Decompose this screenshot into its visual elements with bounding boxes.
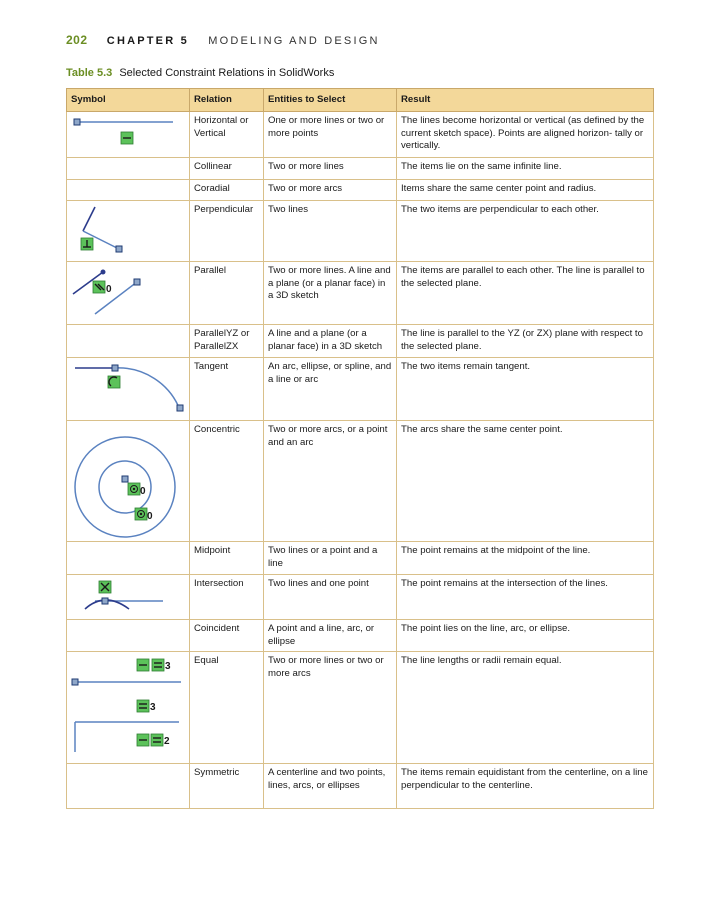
table-row [67,180,654,201]
result-cell: The items are parallel to each other. The line is parallel to the selected plane. [397,262,654,325]
entities-cell: One or more lines or two or more points [264,112,397,158]
symbol-cell [67,112,190,158]
entities-cell: Two or more lines [264,158,397,180]
table-row [67,201,654,262]
symbol-cell [67,262,190,325]
table-row [67,620,654,652]
horizontal-vertical-icon [67,112,190,157]
table-row [67,542,654,575]
result-cell: The line is parallel to the YZ (or ZX) plane with respect to the selected plane. [397,325,654,358]
symbol-cell [67,575,190,620]
entities-cell: Two or more lines. A line and a plane (or a planar face) in a 3D sketch [264,262,397,325]
entities-cell: An arc, ellipse, or spline, and a line or arc [264,358,397,421]
entities-cell: Two or more lines or two or more arcs [264,652,397,764]
result-cell: Items share the same center point and radius. [397,180,654,201]
entities-cell: A centerline and two points, lines, arcs, or ellipses [264,764,397,809]
constraint-relations-table [66,88,654,809]
result-cell: The point lies on the line, arc, or ellipse. [397,620,654,652]
result-cell: The items lie on the same infinite line. [397,158,654,180]
entities-cell: Two lines and one point [264,575,397,620]
relation-cell: Concentric [190,421,264,542]
concentric-count-2: 0 [147,511,153,522]
relation-cell: Coincident [190,620,264,652]
result-cell: The arcs share the same center point. [397,421,654,542]
symbol-cell [67,325,190,358]
chapter-label: CHAPTER 5 [106,35,189,47]
entities-cell: A line and a plane (or a planar face) in a 3D sketch [264,325,397,358]
concentric-count-1: 0 [140,486,146,497]
perpendicular-icon [67,201,190,261]
column-header-relation: Relation [190,89,264,112]
relation-cell: Parallel [190,262,264,325]
symbol-cell [67,358,190,421]
result-cell: The point remains at the intersection of the lines. [397,575,654,620]
concentric-icon [67,421,190,541]
parallel-icon [67,262,190,324]
symbol-cell [67,764,190,809]
result-cell: The two items remain tangent. [397,358,654,421]
tangent-icon [67,358,190,420]
result-cell: The two items are perpendicular to each other. [397,201,654,262]
equal-count-3: 2 [164,736,170,747]
table-row [67,764,654,809]
relation-cell: ParallelYZ or ParallelZX [190,325,264,358]
relation-cell: Coradial [190,180,264,201]
section-title: MODELING AND DESIGN [208,35,380,47]
table-number: Table 5.3 [66,67,113,79]
table-row [67,262,654,325]
symbol-cell [67,542,190,575]
running-header [66,33,380,47]
column-header-symbol: Symbol [67,89,190,112]
parallel-count: 0 [106,284,112,295]
result-cell: The line lengths or radii remain equal. [397,652,654,764]
table-row [67,358,654,421]
symbol-cell [67,201,190,262]
table-row [67,575,654,620]
entities-cell: Two or more arcs [264,180,397,201]
entities-cell: Two lines [264,201,397,262]
equal-count-1: 3 [165,661,171,672]
column-header-result: Result [397,89,654,112]
result-cell: The items remain equidistant from the centerline, on a line perpendicular to the centerline. [397,764,654,809]
entities-cell: A point and a line, arc, or ellipse [264,620,397,652]
entities-cell: Two or more arcs, or a point and an arc [264,421,397,542]
table-row [67,158,654,180]
equal-count-2: 3 [150,702,156,713]
symbol-cell [67,180,190,201]
symbol-cell [67,158,190,180]
equal-icon [67,652,190,763]
symbol-cell [67,620,190,652]
table-row [67,421,654,542]
result-cell: The point remains at the midpoint of the line. [397,542,654,575]
intersection-icon [67,575,190,619]
table-row [67,325,654,358]
symbol-cell [67,421,190,542]
relation-cell: Intersection [190,575,264,620]
table-row [67,112,654,158]
table-title: Selected Constraint Relations in SolidWorks [119,67,335,79]
relation-cell: Symmetric [190,764,264,809]
result-cell: The lines become horizontal or vertical (as defined by the current sketch space). Points are aligned horizon- tally or vertically. [397,112,654,158]
page-number: 202 [66,33,88,47]
relation-cell: Equal [190,652,264,764]
relation-cell: Midpoint [190,542,264,575]
relation-cell: Tangent [190,358,264,421]
column-header-entities: Entities to Select [264,89,397,112]
table-header-row [67,89,654,112]
table-row [67,652,654,764]
relation-cell: Horizontal or Vertical [190,112,264,158]
relation-cell: Collinear [190,158,264,180]
symbol-cell [67,652,190,764]
relation-cell: Perpendicular [190,201,264,262]
table-caption [66,67,334,79]
entities-cell: Two lines or a point and a line [264,542,397,575]
